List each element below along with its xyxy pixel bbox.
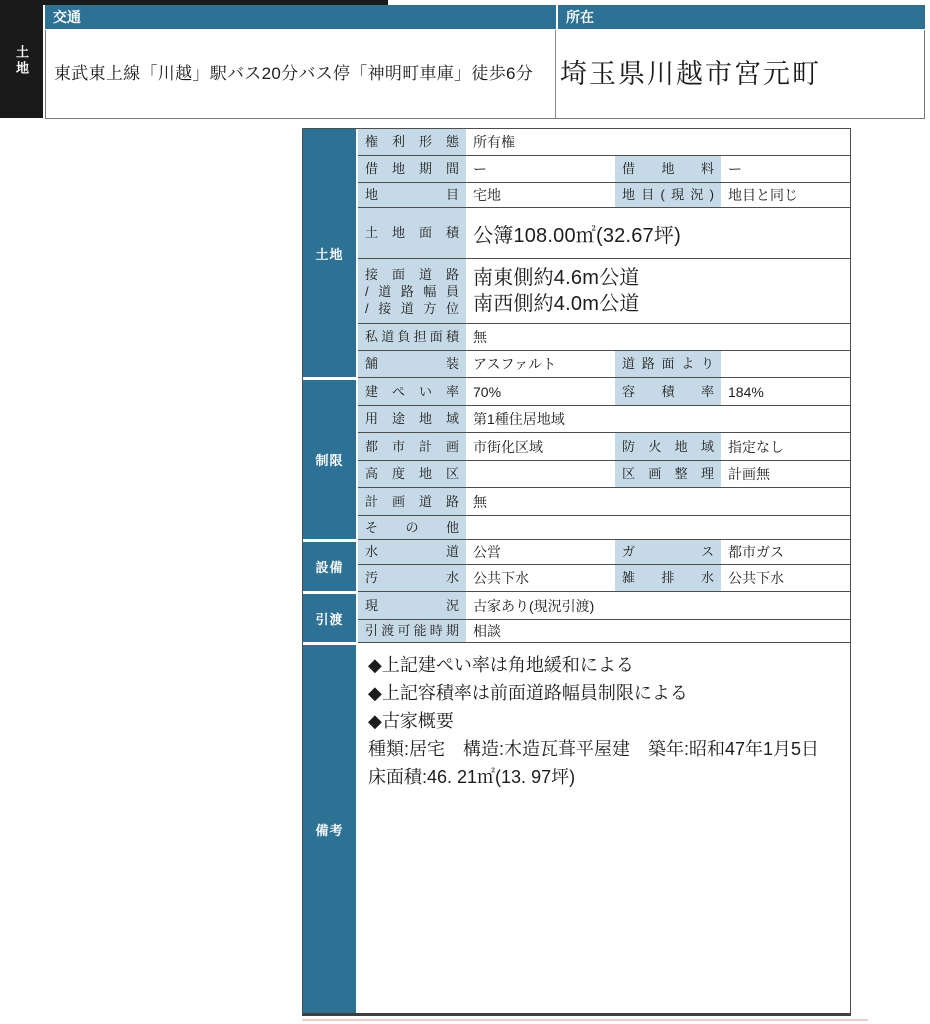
section-land: 土地 (303, 129, 356, 377)
row-value: 公共下水 (466, 565, 615, 591)
property-details-table (302, 128, 851, 1016)
location-value: 埼玉県川越市宮元町 (560, 58, 821, 89)
row-label: 建ぺい率 (358, 378, 466, 405)
section-utilities: 設備 (303, 539, 356, 591)
row-city-planning (358, 432, 850, 460)
row-label: 高度地区 (358, 461, 466, 487)
row-value: 所有権 (466, 129, 850, 155)
land-category-tab (0, 4, 43, 118)
row-value (466, 516, 850, 539)
row-label: 汚水 (358, 565, 466, 591)
row-label-2: 道路面より (615, 351, 721, 377)
transport-header: 交通 (45, 5, 556, 29)
row-value: ー (466, 156, 615, 182)
row-value-2: 公共下水 (721, 565, 850, 591)
row-label: その他 (358, 516, 466, 539)
row-value-2: 指定なし (721, 433, 850, 460)
land-category-tab-label: 土地 (14, 45, 29, 77)
row-lease-period (358, 155, 850, 182)
row-label: 地目 (358, 183, 466, 207)
row-value: 公簿108.00㎡(32.67坪) (466, 208, 850, 258)
row-label: 計画道路 (358, 488, 466, 515)
row-label-2: 容積率 (615, 378, 721, 405)
row-private-road-burden (358, 323, 850, 350)
row-value: 市街化区域 (466, 433, 615, 460)
row-building-coverage (358, 377, 850, 405)
row-label: 私道負担面積 (358, 324, 466, 350)
row-label: 都市計画 (358, 433, 466, 460)
row-value-2: 計画無 (721, 461, 850, 487)
row-handover-timing (358, 619, 850, 642)
row-planned-road (358, 487, 850, 515)
bottom-pink-divider (302, 1019, 868, 1021)
row-value: 無 (466, 488, 850, 515)
row-label-2: ガス (615, 540, 721, 564)
row-label: 土地面積 (358, 208, 466, 258)
transport-value: 東武東上線「川越」駅バス20分バス停「神明町車庫」徒歩6分 (46, 30, 556, 118)
row-label: 現況 (358, 592, 466, 619)
row-label-2: 防火地域 (615, 433, 721, 460)
row-label: 引渡可能時期 (358, 620, 466, 642)
row-zoning (358, 405, 850, 432)
row-water-supply (358, 539, 850, 564)
top-info-body (45, 30, 925, 119)
top-info-table (45, 5, 925, 119)
section-label-column (303, 129, 356, 1013)
row-height-district (358, 460, 850, 487)
row-land-area (358, 207, 850, 258)
row-value: アスファルト (466, 351, 615, 377)
row-value-2: ー (721, 156, 850, 182)
row-value: 宅地 (466, 183, 615, 207)
row-pavement (358, 350, 850, 377)
row-value: 南東側約4.6m公道 南西側約4.0m公道 (466, 259, 850, 323)
row-value: 古家あり(現況引渡) (466, 592, 850, 619)
row-value: 70% (466, 378, 615, 405)
row-value-2: 都市ガス (721, 540, 850, 564)
row-sewage (358, 564, 850, 591)
row-adjacent-road (358, 258, 850, 323)
row-value: 無 (466, 324, 850, 350)
row-label: 舗装 (358, 351, 466, 377)
row-value-2: 地目と同じ (721, 183, 850, 207)
table-rows (356, 129, 850, 1013)
row-remarks (358, 642, 850, 1013)
section-remarks: 備考 (303, 642, 356, 1013)
section-handover: 引渡 (303, 591, 356, 642)
row-rights-form (358, 129, 850, 155)
row-value: 第1種住居地域 (466, 406, 850, 432)
row-label-2: 雑排水 (615, 565, 721, 591)
location-header: 所在 (558, 5, 925, 29)
row-other (358, 515, 850, 539)
remarks-content: ◆上記建ぺい率は角地緩和による ◆上記容積率は前面道路幅員制限による ◆古家概要 種類:居宅 構造:木造瓦葺平屋建 築年:昭和47年1月5日 床面積:46. 21㎡(13. 97坪) (358, 643, 850, 1013)
row-label: 接面道路 /道路幅員 /接道方位 (358, 259, 466, 323)
row-label-2: 地目(現況) (615, 183, 721, 207)
row-label-2: 区画整理 (615, 461, 721, 487)
top-info-header (45, 5, 925, 29)
row-label: 水道 (358, 540, 466, 564)
row-value: 相談 (466, 620, 850, 642)
section-restrictions: 制限 (303, 377, 356, 539)
row-current-status (358, 591, 850, 619)
row-value: 公営 (466, 540, 615, 564)
row-label: 用途地域 (358, 406, 466, 432)
row-label: 権利形態 (358, 129, 466, 155)
row-value (466, 461, 615, 487)
row-label-2: 借地料 (615, 156, 721, 182)
row-value-2 (721, 351, 850, 377)
row-land-use (358, 182, 850, 207)
row-label: 借地期間 (358, 156, 466, 182)
row-value-2: 184% (721, 378, 850, 405)
